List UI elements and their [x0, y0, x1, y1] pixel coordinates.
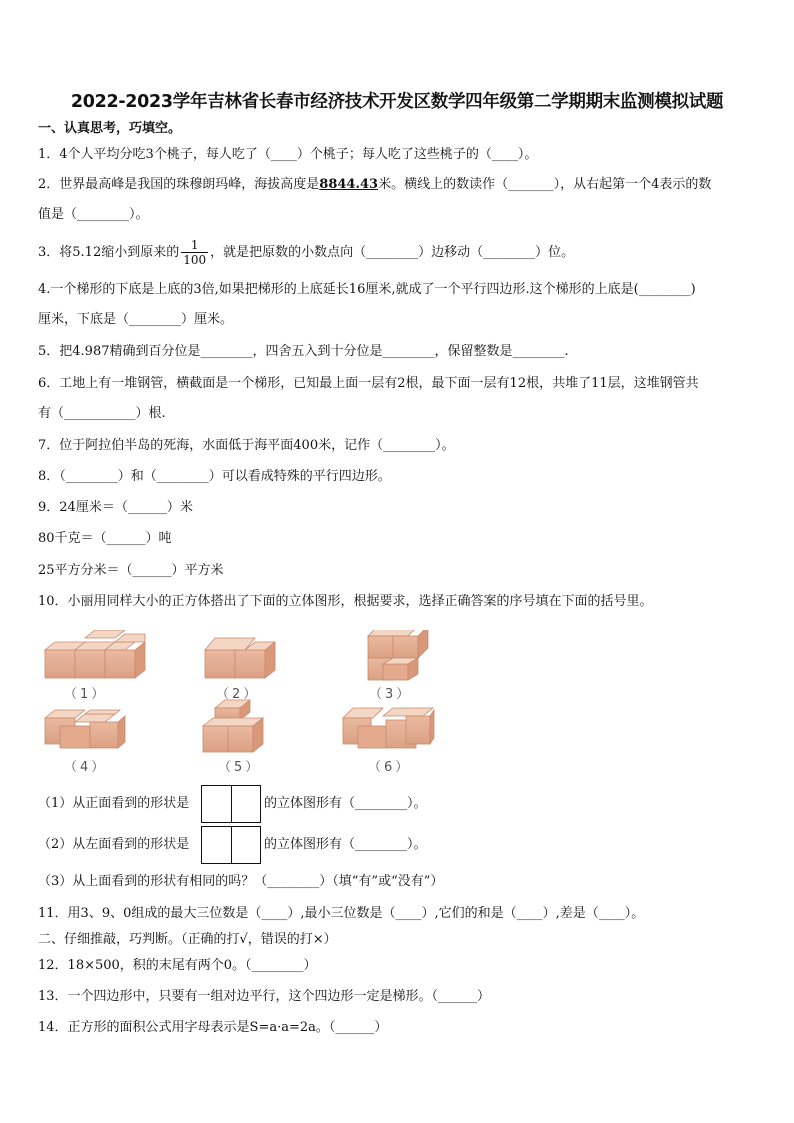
figure-label-2: （2）: [216, 687, 260, 702]
fraction-denominator: 100: [183, 253, 207, 267]
figure-5-cubes: [203, 700, 263, 752]
figure-3-cubes: [368, 630, 428, 680]
question-10-2-pre: （2）从左面看到的形状是: [38, 837, 190, 852]
question-4-line-2: 厘米，下底是（________）厘米。: [38, 312, 234, 327]
front-view-shape-box: [201, 785, 261, 823]
question-14: 14．正方形的面积公式用字母表示是S=a·a=2a。（______）: [38, 1020, 388, 1035]
question-2-text-pre: 2．世界最高峰是我国的珠穆朗玛峰，海拔高度是: [38, 177, 320, 192]
question-10-3: （3）从上面看到的形状有相同的吗？（________）（填“有”或“没有”）: [38, 874, 444, 889]
question-1: 1．4个人平均分吃3个桃子，每人吃了（____）个桃子；每人吃了这些桃子的（____）。: [38, 147, 538, 162]
question-9c: 25平方分米＝（______）平方米: [38, 563, 224, 578]
question-9a: 9．24厘米＝（______）米: [38, 500, 193, 515]
question-13: 13．一个四边形中，只要有一组对边平行，这个四边形一定是梯形。（______）: [38, 989, 491, 1004]
question-2-number: 8844.43: [319, 177, 379, 192]
figure-label-6: （6）: [368, 760, 412, 775]
question-10-2-post: 的立体图形有（________）。: [264, 837, 427, 852]
figure-label-1: （1）: [64, 687, 108, 702]
fraction-numerator: 1: [181, 238, 208, 253]
question-3-text-post: ，就是把原数的小数点向（________）边移动（________）位。: [210, 245, 575, 260]
figure-label-4: （4）: [64, 760, 108, 775]
question-10: 10．小丽用同样大小的正方体搭出了下面的立体图形，根据要求，选择正确答案的序号填在下面的括号里。: [38, 594, 653, 609]
question-6-line-2: 有（___________）根.: [38, 406, 166, 421]
question-3: [38, 238, 574, 267]
question-9b: 80千克＝（______）吨: [38, 531, 172, 546]
figure-label-3: （3）: [369, 687, 413, 702]
figure-2-cubes: [205, 638, 275, 678]
question-5: 5．把4.987精确到百分位是________，四舍五入到十分位是________，保留整数是________.: [38, 344, 569, 359]
question-10-1-pre: （1）从正面看到的形状是: [38, 796, 190, 811]
figure-6-cubes: [343, 708, 434, 748]
figure-label-5: （5）: [218, 760, 262, 775]
section-2-heading: 二、仔细推敲，巧判断。（正确的打√，错误的打×）: [38, 932, 337, 947]
question-3-fraction: [181, 238, 208, 267]
page-title: 2022-2023学年吉林省长春市经济技术开发区数学四年级第二学期期末监测模拟试题: [70, 92, 724, 112]
question-11: 11．用3、9、0组成的最大三位数是（____）,最小三位数是（____）,它们的和是（____）,差是（____）。: [38, 906, 645, 921]
section-1-heading: 一、认真思考，巧填空。: [38, 121, 182, 136]
question-4-line-1: 4.一个梯形的下底是上底的3倍,如果把梯形的上底延长16厘米,就成了一个平行四边形.这个梯形的上底是(________): [38, 282, 696, 297]
question-8: 8．（________）和（________）可以看成特殊的平行四边形。: [38, 469, 391, 484]
question-12: 12．18×500，积的末尾有两个0。（________）: [38, 958, 317, 973]
question-10-1-post: 的立体图形有（________）。: [264, 796, 427, 811]
question-2-line-1: [38, 176, 711, 194]
question-6-line-1: 6．工地上有一堆钢管，横截面是一个梯形，已知最上面一层有2根，最下面一层有12根，共堆了11层，这堆钢管共: [38, 376, 699, 391]
question-3-text-pre: 3．将5.12缩小到原来的: [38, 245, 180, 260]
question-2-text-post: 米。横线上的数读作（_______），从右起第一个4表示的数: [378, 177, 712, 192]
figure-1-cubes: [45, 630, 145, 678]
figure-4-cubes: [45, 710, 125, 748]
question-7: 7．位于阿拉伯半岛的死海，水面低于海平面400米，记作（________）。: [38, 438, 455, 453]
left-view-shape-box: [201, 826, 261, 864]
question-2-line-2: 值是（________）。: [38, 207, 149, 222]
